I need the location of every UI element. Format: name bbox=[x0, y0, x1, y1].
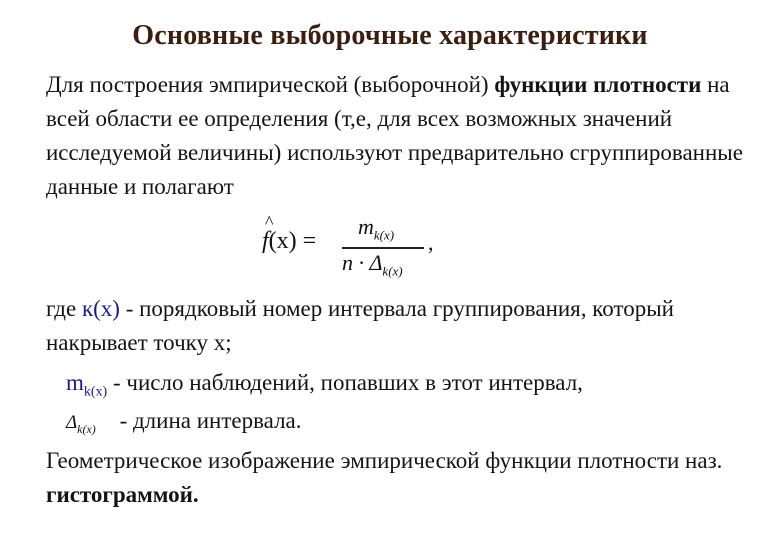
where-kx: к(х) bbox=[81, 296, 120, 321]
formula-num-sub: k(x) bbox=[373, 227, 395, 243]
density-formula bbox=[262, 212, 452, 278]
intro-paragraph bbox=[46, 68, 746, 204]
intro-bold-term: функции плотности bbox=[494, 72, 702, 97]
formula-hat: ^ bbox=[265, 212, 274, 232]
delta-symbol bbox=[66, 412, 96, 436]
conclusion-text: Геометрическое изображение эмпирической функции плотности наз. bbox=[46, 448, 723, 473]
formula-f: f bbox=[262, 228, 269, 254]
m-symbol bbox=[66, 370, 108, 400]
m-definition-text: - число наблюдений, попавших в этот интервал, bbox=[107, 370, 583, 395]
delta-sub: k(x) bbox=[77, 421, 96, 436]
formula-numerator bbox=[358, 214, 394, 243]
page-title: Основные выборочные характеристики bbox=[132, 20, 648, 51]
intro-text-2: на всей области ее определения (т,е, для всех возможных значений исследуемой величины) используют предварительно сгруппированные данные и полагают bbox=[46, 72, 743, 199]
formula-lhs bbox=[262, 228, 316, 255]
where-lead: где bbox=[46, 296, 82, 321]
formula-den-sub: k(x) bbox=[382, 263, 403, 279]
delta-definition-text: - длина интервала. bbox=[113, 408, 302, 433]
delta-letter: Δ bbox=[66, 412, 78, 433]
formula-comma: , bbox=[428, 230, 434, 255]
conclusion-paragraph bbox=[46, 444, 746, 512]
formula-fraction-bar bbox=[342, 247, 424, 249]
formula-den-main: n · Δ bbox=[342, 250, 383, 275]
m-letter: m bbox=[66, 370, 84, 395]
conclusion-bold-term: гистограммой. bbox=[46, 482, 199, 507]
delta-definition bbox=[66, 404, 766, 446]
formula-denominator bbox=[342, 250, 403, 279]
where-paragraph bbox=[46, 292, 746, 360]
formula-num-m: m bbox=[358, 214, 374, 239]
formula-lhs-rest: (x) = bbox=[268, 228, 317, 254]
m-sub: k(x) bbox=[83, 384, 108, 400]
intro-text-1: Для построения эмпирической (выборочной) bbox=[46, 72, 495, 97]
where-rest: - порядковый номер интервала группирования, который накрывает точку х; bbox=[46, 296, 674, 355]
